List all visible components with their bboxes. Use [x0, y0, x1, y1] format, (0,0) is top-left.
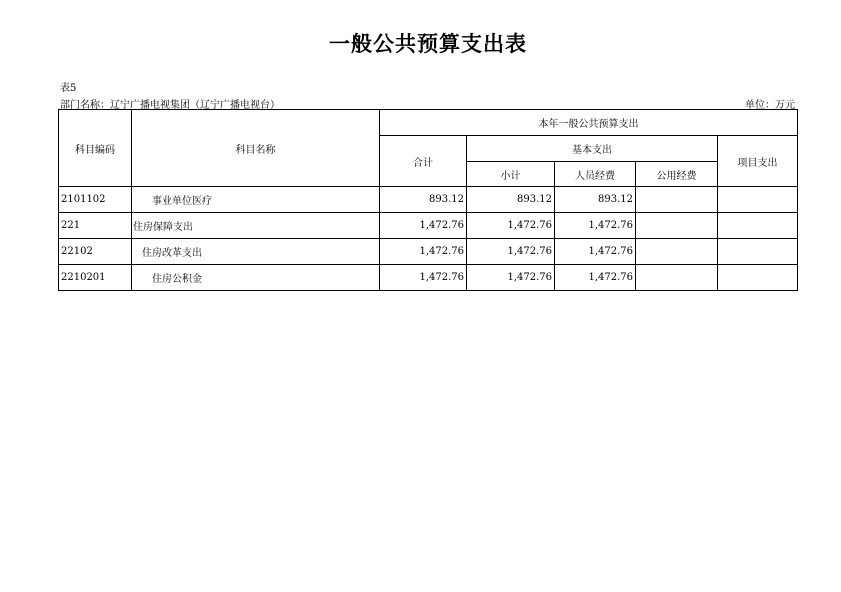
table-row: [59, 213, 798, 239]
cell-personnel: 1,472.76: [555, 265, 636, 291]
page-title: 一般公共预算支出表: [329, 32, 527, 56]
cell-project: [718, 265, 798, 291]
cell-personnel: 1,472.76: [555, 213, 636, 239]
cell-project: [718, 213, 798, 239]
cell-subtotal: 893.12: [467, 187, 555, 213]
header-public: 公用经费: [636, 162, 718, 187]
department-name: 部门名称：辽宁广播电视集团（辽宁广播电视台）: [60, 100, 280, 111]
cell-total: 1,472.76: [380, 239, 467, 265]
cell-public: [636, 265, 718, 291]
cell-code: 2210201: [59, 265, 132, 291]
cell-total: 1,472.76: [380, 213, 467, 239]
table-number: 表5: [60, 83, 77, 94]
cell-code: 2101102: [59, 187, 132, 213]
cell-public: [636, 213, 718, 239]
cell-public: [636, 239, 718, 265]
cell-name: 事业单位医疗: [132, 187, 380, 213]
cell-code: 221: [59, 213, 132, 239]
header-total: 合计: [380, 136, 467, 187]
cell-personnel: 893.12: [555, 187, 636, 213]
cell-name: 住房改革支出: [132, 239, 380, 265]
unit-label: 单位：万元: [745, 100, 795, 111]
cell-code: 22102: [59, 239, 132, 265]
cell-total: 893.12: [380, 187, 467, 213]
cell-public: [636, 187, 718, 213]
header-personnel: 人员经费: [555, 162, 636, 187]
cell-name: 住房公积金: [132, 265, 380, 291]
cell-subtotal: 1,472.76: [467, 239, 555, 265]
cell-subtotal: 1,472.76: [467, 265, 555, 291]
header-basic: 基本支出: [467, 136, 718, 162]
budget-table: [58, 109, 798, 291]
cell-name: 住房保障支出: [132, 213, 380, 239]
header-group: 本年一般公共预算支出: [380, 110, 798, 136]
cell-subtotal: 1,472.76: [467, 213, 555, 239]
table-row: [59, 187, 798, 213]
header-code: 科目编码: [59, 110, 132, 187]
cell-personnel: 1,472.76: [555, 239, 636, 265]
cell-project: [718, 187, 798, 213]
header-subtotal: 小计: [467, 162, 555, 187]
cell-total: 1,472.76: [380, 265, 467, 291]
header-project: 项目支出: [718, 136, 798, 187]
header-name: 科目名称: [132, 110, 380, 187]
table-row: [59, 265, 798, 291]
table-row: [59, 239, 798, 265]
cell-project: [718, 239, 798, 265]
